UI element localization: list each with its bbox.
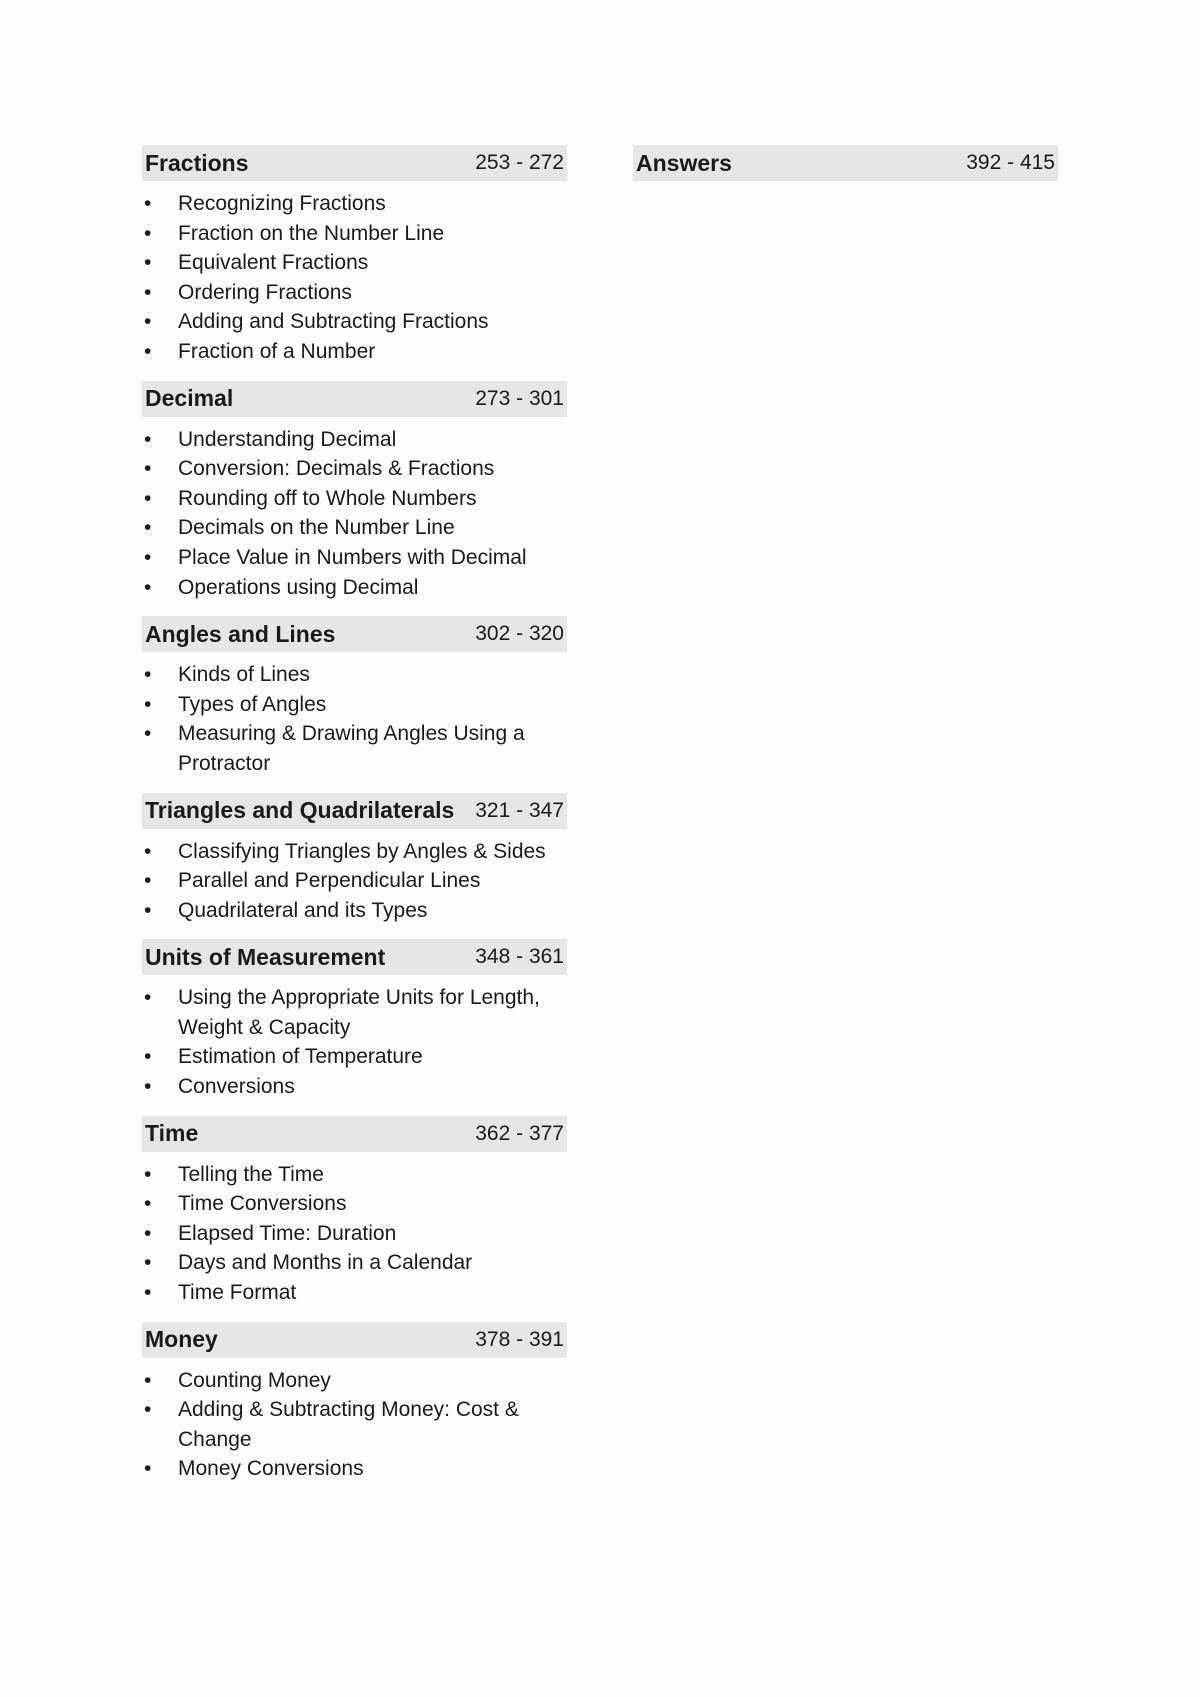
section-header[interactable] [142, 793, 567, 829]
section-page-range: 378 - 391 [475, 1327, 564, 1351]
list-item: • Quadrilateral and its Types [142, 896, 567, 926]
toc-section [142, 1116, 567, 1308]
section-title: Time [145, 1120, 199, 1147]
list-item: • Counting Money [142, 1366, 567, 1396]
list-item: • Place Value in Numbers with Decimal [142, 543, 567, 573]
section-page-range: 273 - 301 [475, 386, 564, 410]
section-page-range: 253 - 272 [475, 151, 564, 174]
list-item: • Parallel and Perpendicular Lines [142, 866, 567, 896]
list-item: • Time Conversions [142, 1189, 567, 1219]
list-item: • Time Format [142, 1278, 567, 1308]
section-header[interactable] [142, 1322, 567, 1358]
list-item: • Adding and Subtracting Fractions [142, 307, 567, 337]
section-page-range: 302 - 320 [475, 622, 564, 646]
section-header[interactable] [142, 145, 567, 181]
list-item: • Types of Angles [142, 690, 567, 720]
section-title: Units of Measurement [145, 943, 386, 970]
section-page-range: 348 - 361 [475, 945, 564, 969]
toc-section [142, 1322, 567, 1484]
topic-list [142, 837, 567, 926]
toc-section [142, 381, 567, 603]
section-title: Decimal [145, 385, 234, 412]
list-item: • Conversions [142, 1072, 567, 1102]
list-item: • Using the Appropriate Units for Length, Weight & Capacity [142, 983, 567, 1042]
list-item: • Estimation of Temperature [142, 1042, 567, 1072]
list-item: • Kinds of Lines [142, 660, 567, 690]
section-title: Answers [636, 149, 732, 176]
toc-section [142, 793, 567, 926]
list-item: • Fraction of a Number [142, 337, 567, 367]
section-page-range: 321 - 347 [475, 798, 564, 822]
topic-list [142, 1366, 567, 1484]
section-title: Fractions [145, 149, 249, 176]
section-title: Angles and Lines [145, 620, 336, 647]
list-item: • Money Conversions [142, 1454, 567, 1484]
list-item: • Recognizing Fractions [142, 189, 567, 219]
list-item: • Measuring & Drawing Angles Using a Protractor [142, 719, 567, 778]
list-item: • Operations using Decimal [142, 573, 567, 603]
list-item: • Days and Months in a Calendar [142, 1248, 567, 1278]
section-page-range: 362 - 377 [475, 1121, 564, 1145]
toc-column-right [633, 145, 1058, 181]
section-title: Triangles and Quadrilaterals [145, 797, 455, 823]
section-header[interactable] [142, 1116, 567, 1152]
section-header[interactable] [142, 381, 567, 417]
toc-section [142, 145, 567, 367]
topic-list [142, 1160, 567, 1308]
toc-section [142, 939, 567, 1101]
toc-column-left [142, 145, 567, 1498]
toc-section [633, 145, 1058, 181]
topic-list [142, 983, 567, 1101]
topic-list [142, 660, 567, 778]
list-item: • Classifying Triangles by Angles & Sides [142, 837, 567, 867]
list-item: • Ordering Fractions [142, 278, 567, 308]
list-item: • Decimals on the Number Line [142, 513, 567, 543]
list-item: • Conversion: Decimals & Fractions [142, 454, 567, 484]
list-item: • Telling the Time [142, 1160, 567, 1190]
list-item: • Fraction on the Number Line [142, 219, 567, 249]
section-header[interactable] [633, 145, 1058, 181]
toc-section [142, 616, 567, 778]
list-item: • Understanding Decimal [142, 425, 567, 455]
section-page-range: 392 - 415 [966, 151, 1055, 174]
section-header[interactable] [142, 939, 567, 975]
topic-list [142, 189, 567, 367]
section-header[interactable] [142, 616, 567, 652]
section-title: Money [145, 1326, 218, 1353]
list-item: • Adding & Subtracting Money: Cost & Change [142, 1395, 567, 1454]
list-item: • Elapsed Time: Duration [142, 1219, 567, 1249]
list-item: • Equivalent Fractions [142, 248, 567, 278]
topic-list [142, 425, 567, 603]
list-item: • Rounding off to Whole Numbers [142, 484, 567, 514]
